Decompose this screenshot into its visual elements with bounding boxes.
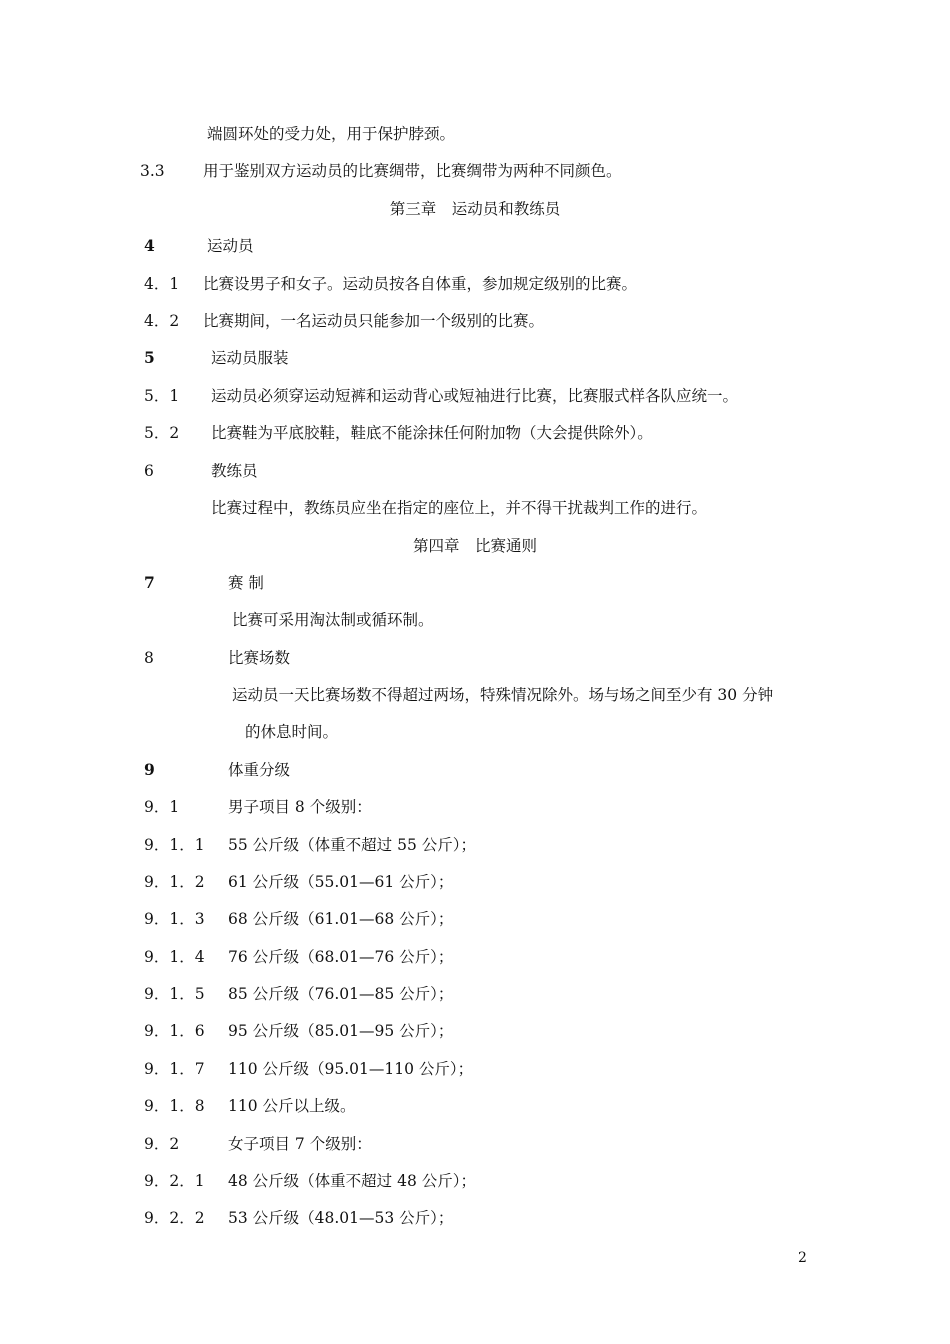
section-number: 4: [144, 236, 155, 255]
page-number: 2: [798, 1250, 807, 1266]
section-number: 5．2: [144, 424, 180, 442]
weight-class-number: 9．2．1: [144, 1172, 205, 1190]
weight-class-number: 9．1．6: [144, 1022, 205, 1040]
weight-class-number: 9．1．2: [144, 873, 205, 891]
weight-class-text: 61 公斤级（55.01—61 公斤）；: [228, 873, 454, 891]
section-text: 比赛期间，一名运动员只能参加一个级别的比赛。: [203, 312, 545, 330]
weight-class-number: 9．1．4: [144, 948, 205, 966]
section-text: 用于鉴别双方运动员的比赛绸带，比赛绸带为两种不同颜色。: [203, 162, 622, 180]
section-text: 比赛可采用淘汰制或循环制。: [232, 611, 434, 629]
section-number: 6: [144, 462, 154, 480]
section-number: 4．2: [144, 312, 180, 330]
chapter-heading: 第三章 运动员和教练员: [389, 200, 561, 218]
section-text: 比赛鞋为平底胶鞋，鞋底不能涂抹任何附加物（大会提供除外）。: [211, 424, 653, 442]
weight-class-text: 110 公斤以上级。: [228, 1097, 356, 1115]
weight-class-text: 85 公斤级（76.01—85 公斤）；: [228, 985, 454, 1003]
weight-class-text: 110 公斤级（95.01—110 公斤）；: [228, 1060, 474, 1078]
section-title: 运动员: [207, 237, 254, 255]
section-number: 7: [144, 573, 155, 592]
chapter-heading: 第四章 比赛通则: [412, 537, 537, 555]
section-title: 赛 制: [228, 574, 264, 592]
section-text: 运动员必须穿运动短裤和运动背心或短袖进行比赛，比赛服式样各队应统一。: [211, 387, 739, 405]
section-number: 5．1: [144, 387, 180, 405]
section-title: 教练员: [211, 462, 258, 480]
section-title: 比赛场数: [228, 649, 291, 667]
weight-class-number: 9．1．8: [144, 1097, 205, 1115]
weight-class-text: 76 公斤级（68.01—76 公斤）；: [228, 948, 454, 966]
section-text: 男子项目 8 个级别：: [228, 798, 372, 816]
section-number: 5: [144, 348, 155, 367]
section-number: 8: [144, 649, 154, 667]
section-text: 比赛设男子和女子。运动员按各自体重，参加规定级别的比赛。: [203, 275, 638, 293]
weight-class-text: 48 公斤级（体重不超过 48 公斤）；: [228, 1172, 476, 1190]
paragraph-continuation: 端圆环处的受力处，用于保护脖颈。: [207, 125, 456, 143]
weight-class-number: 9．2．2: [144, 1209, 205, 1227]
weight-class-number: 9．1．1: [144, 836, 205, 854]
weight-class-text: 68 公斤级（61.01—68 公斤）；: [228, 910, 454, 928]
section-text-continuation: 的休息时间。: [245, 723, 339, 741]
section-number: 3.3: [140, 162, 165, 180]
weight-class-number: 9．1．3: [144, 910, 205, 928]
section-number: 9: [144, 760, 155, 779]
section-number: 9．2: [144, 1135, 180, 1153]
weight-class-text: 95 公斤级（85.01—95 公斤）；: [228, 1022, 454, 1040]
weight-class-text: 55 公斤级（体重不超过 55 公斤）；: [228, 836, 476, 854]
section-text: 比赛过程中，教练员应坐在指定的座位上，并不得干扰裁判工作的进行。: [211, 499, 708, 517]
section-number: 9．1: [144, 798, 180, 816]
section-title: 体重分级: [228, 761, 291, 779]
section-text: 运动员一天比赛场数不得超过两场，特殊情况除外。场与场之间至少有 30 分钟: [232, 686, 774, 704]
weight-class-number: 9．1．7: [144, 1060, 205, 1078]
section-text: 女子项目 7 个级别：: [228, 1135, 372, 1153]
section-title: 运动员服装: [211, 349, 289, 367]
section-number: 4．1: [144, 275, 180, 293]
weight-class-text: 53 公斤级（48.01—53 公斤）；: [228, 1209, 454, 1227]
weight-class-number: 9．1．5: [144, 985, 205, 1003]
